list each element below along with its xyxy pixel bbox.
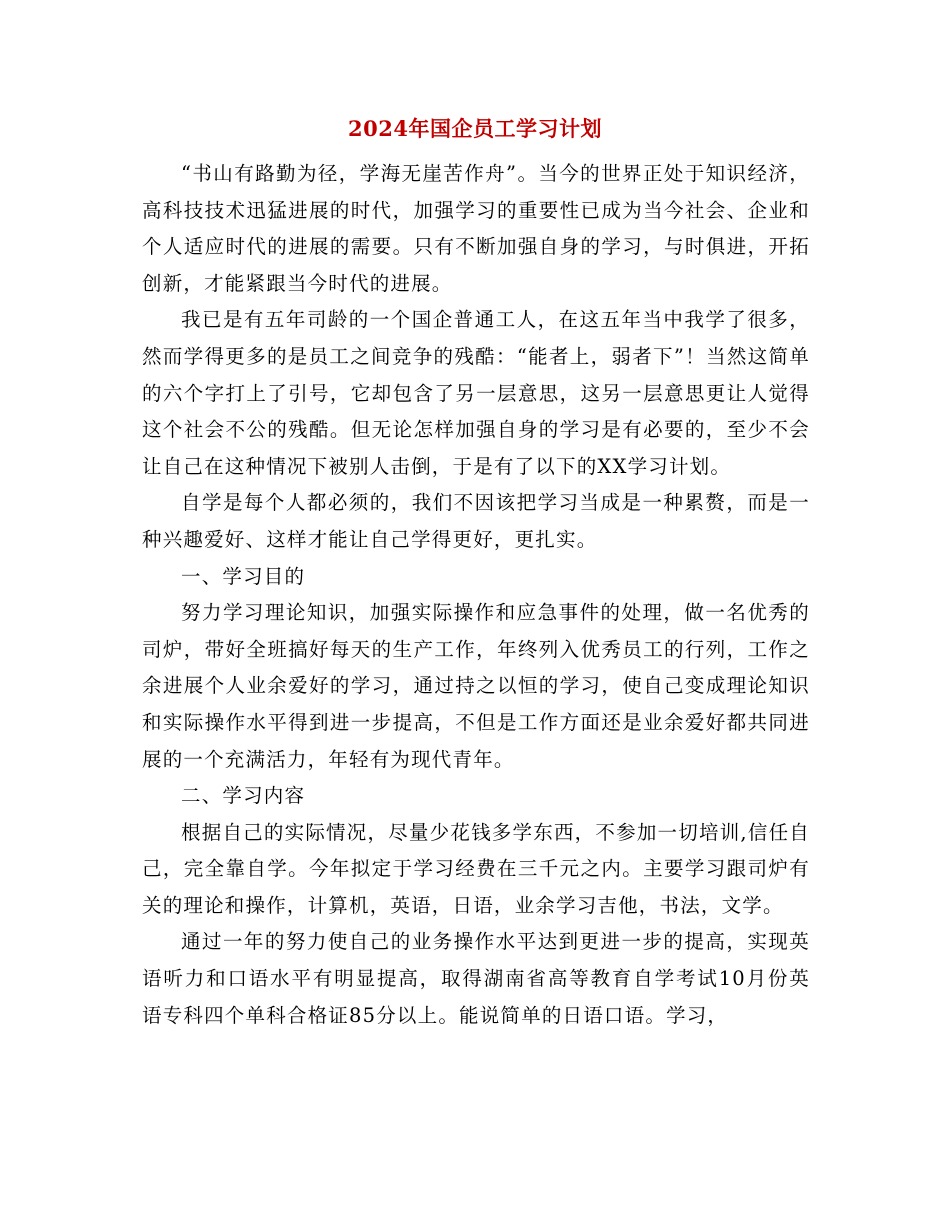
paragraph-self-study: 自学是每个人都必须的，我们不因该把学习当成是一种累赘，而是一种兴趣爱好、这样才能让自己学得更好，更扎实。: [142, 491, 810, 551]
section-heading-purpose: 一、学习目的: [181, 564, 306, 588]
paragraph-intro: “书山有路勤为径，学海无崖苦作舟”。当今的世界正处于知识经济，高科技技术迅猛进展的时代，加强学习的重要性已成为当今社会、企业和个人适应时代的进展的需要。只有不断加强自身的学习，与时俱进，开拓创新，才能紧跟当今时代的进展。: [142, 162, 810, 295]
paragraph-goals: 通过一年的努力使自己的业务操作水平达到更进一步的提高，实现英语听力和口语水平有明显提高，取得湖南省高等教育自学考试10月份英语专科四个单科合格证85分以上。能说简单的日语口语。学习，: [142, 930, 810, 1027]
document-body: [142, 156, 810, 1034]
paragraph-content: 根据自己的实际情况，尽量少花钱多学东西，不参加一切培训,信任自己，完全靠自学。今年拟定于学习经费在三千元之内。主要学习跟司炉有关的理论和操作，计算机，英语，日语，业余学习吉他，书法，文学。: [142, 820, 810, 917]
paragraph-background: 我已是有五年司龄的一个国企普通工人，在这五年当中我学了很多，然而学得更多的是员工之间竞争的残酷：“能者上，弱者下”！当然这简单的六个字打上了引号，它却包含了另一层意思，这另一层意思更让人觉得这个社会不公的残酷。但无论怎样加强自身的学习是有必要的，至少不会让自己在这种情况下被别人击倒，于是有了以下的XX学习计划。: [142, 308, 810, 478]
document-title: 2024年国企员工学习计划: [348, 116, 602, 141]
section-heading-content: 二、学习内容: [181, 784, 306, 808]
paragraph-purpose: 努力学习理论知识，加强实际操作和应急事件的处理，做一名优秀的司炉，带好全班搞好每天的生产工作，年终列入优秀员工的行列，工作之余进展个人业余爱好的学习，通过持之以恒的学习，使自己变成理论知识和实际操作水平得到进一步提高，不但是工作方面还是业余爱好都共同进展的一个充满活力，年轻有为现代青年。: [142, 601, 810, 771]
